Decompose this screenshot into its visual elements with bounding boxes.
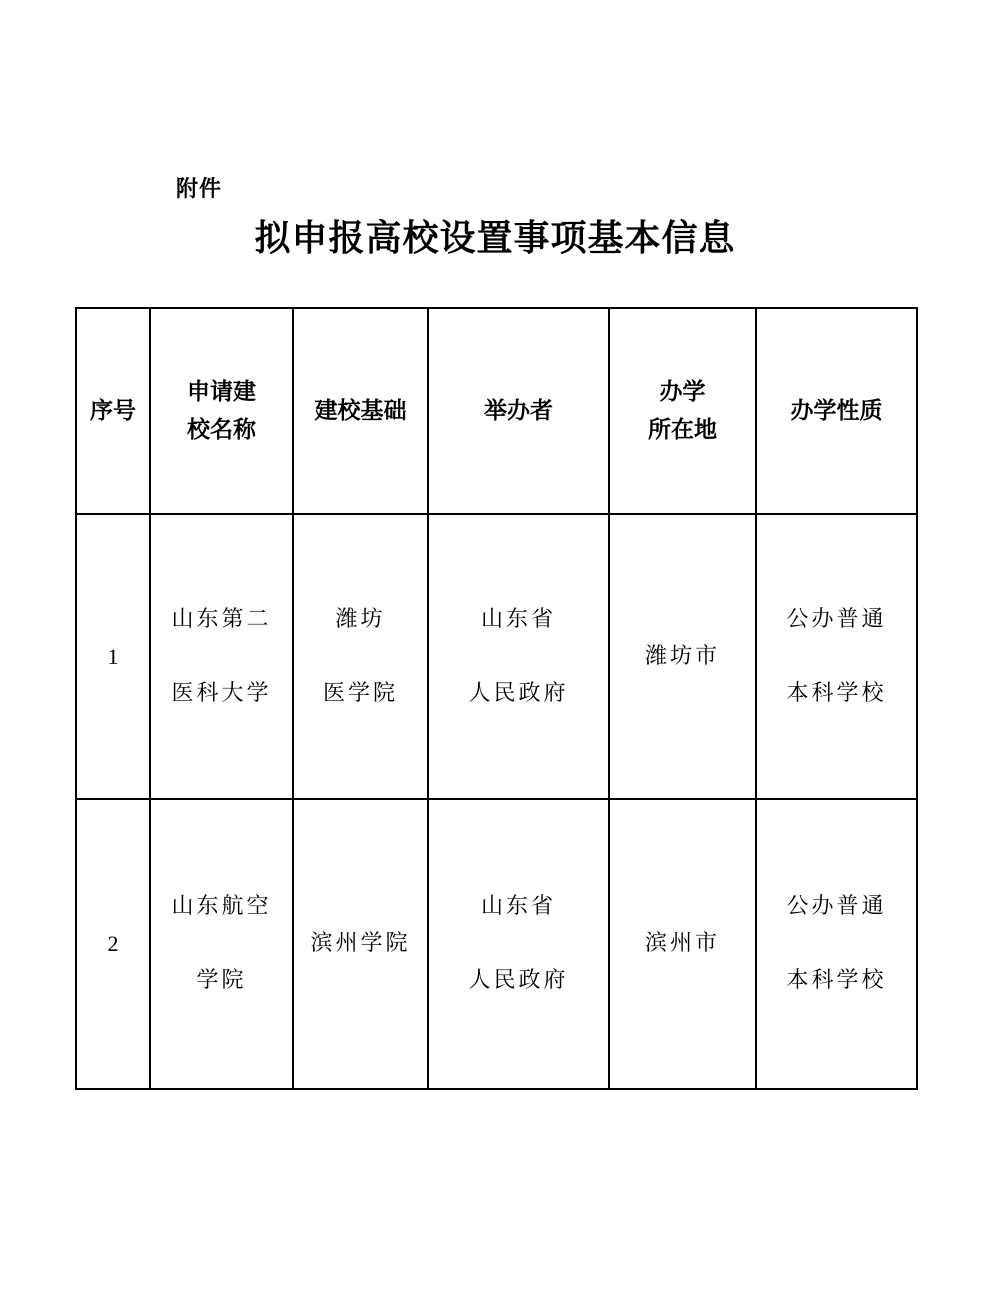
header-school-name <box>150 308 293 514</box>
school-name-line-1: 山东第二 <box>171 606 272 632</box>
header-foundation <box>293 308 428 514</box>
page-title: 拟申报高校设置事项基本信息 <box>254 218 736 259</box>
header-location-line-2: 所在地 <box>648 417 717 443</box>
nature-line-2: 本科学校 <box>786 680 887 706</box>
organizer-line-1: 山东省 <box>480 894 556 919</box>
seq-value: 2 <box>107 931 119 956</box>
header-school-name-line-2: 校名称 <box>187 417 256 443</box>
header-organizer-label: 举办者 <box>484 398 553 424</box>
nature-line-1: 公办普通 <box>786 606 887 632</box>
cell-school-name <box>150 799 293 1089</box>
nature-line-1: 公办普通 <box>786 894 887 919</box>
cell-seq <box>76 799 150 1089</box>
table-row <box>76 514 917 799</box>
header-nature-label: 办学性质 <box>790 398 883 424</box>
cell-organizer <box>428 514 609 799</box>
header-school-name-line-1: 申请建 <box>187 379 256 405</box>
cell-seq <box>76 514 150 799</box>
school-name-line-2: 医科大学 <box>171 680 272 706</box>
header-seq <box>76 308 150 514</box>
organizer-line-1: 山东省 <box>480 606 556 632</box>
nature-line-2: 本科学校 <box>786 968 887 993</box>
cell-foundation <box>293 514 428 799</box>
organizer-line-2: 人民政府 <box>468 680 569 706</box>
header-seq-label: 序号 <box>90 398 136 424</box>
header-nature <box>756 308 917 514</box>
organizer-line-2: 人民政府 <box>468 968 569 993</box>
cell-school-name <box>150 514 293 799</box>
location-value: 潍坊市 <box>644 643 720 669</box>
seq-value: 1 <box>107 643 119 669</box>
school-name-line-2: 学院 <box>196 968 247 993</box>
table-row <box>76 799 917 1089</box>
table-header-row <box>76 308 917 514</box>
cell-foundation <box>293 799 428 1089</box>
cell-nature <box>756 514 917 799</box>
foundation-line-2: 医学院 <box>322 680 398 706</box>
header-location-line-1: 办学 <box>659 379 706 405</box>
info-table <box>75 307 918 1090</box>
cell-location <box>609 514 756 799</box>
header-foundation-label: 建校基础 <box>314 398 407 424</box>
cell-nature <box>756 799 917 1089</box>
header-organizer <box>428 308 609 514</box>
foundation-line-1: 潍坊 <box>335 606 386 632</box>
attachment-label: 附件 <box>176 177 223 202</box>
school-name-line-1: 山东航空 <box>171 894 272 919</box>
foundation-value: 滨州学院 <box>310 931 411 956</box>
location-value: 滨州市 <box>644 931 720 956</box>
cell-organizer <box>428 799 609 1089</box>
header-location <box>609 308 756 514</box>
cell-location <box>609 799 756 1089</box>
